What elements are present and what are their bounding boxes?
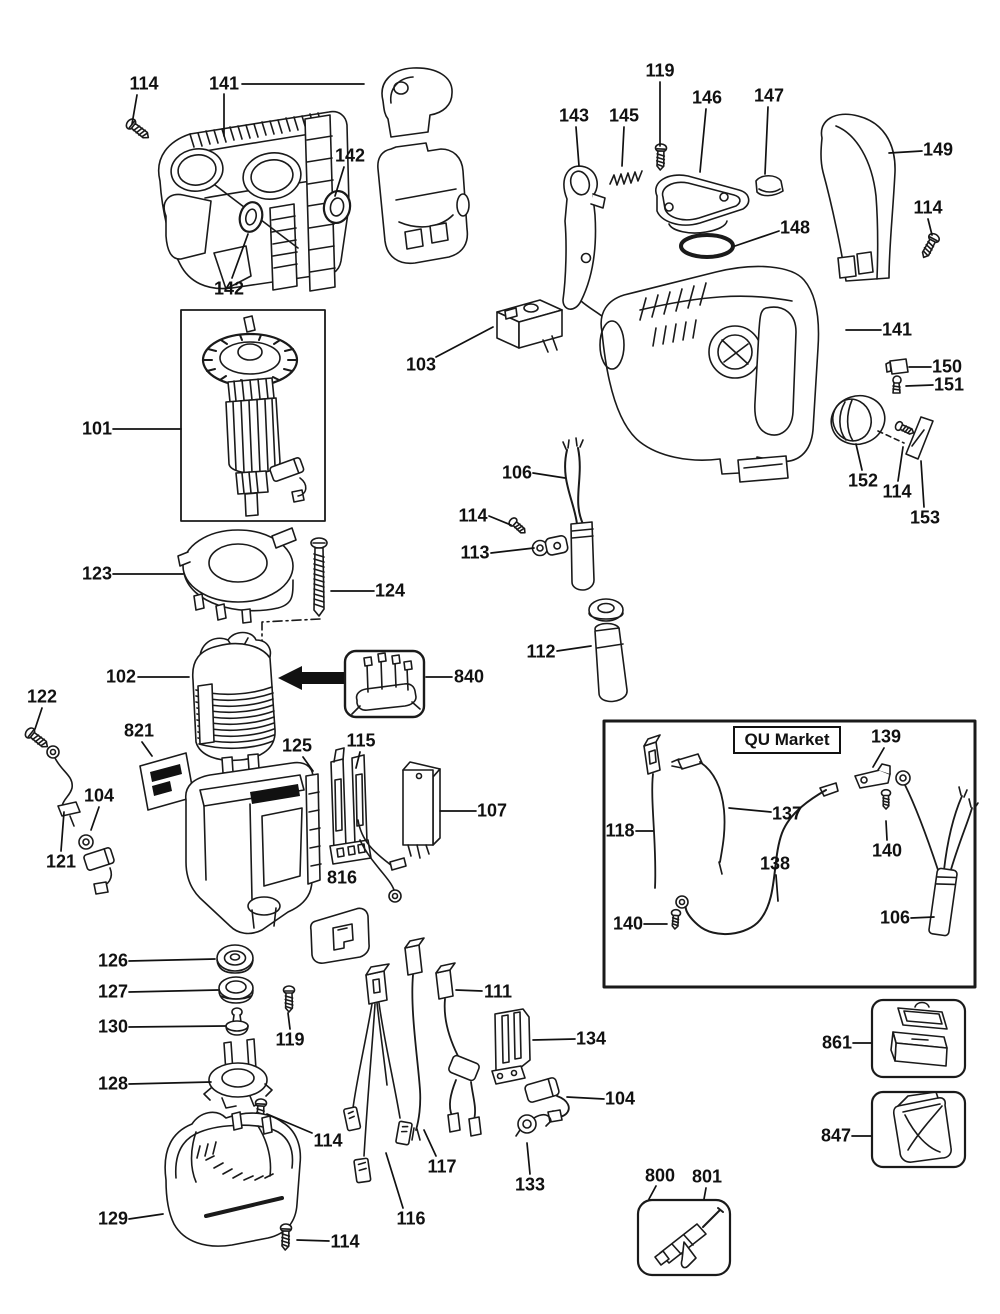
retainer-130 — [226, 1008, 248, 1035]
screw-119-top — [655, 144, 667, 170]
assembly-arrow — [278, 666, 347, 690]
kit-box-861 — [872, 1000, 965, 1077]
part-label-106-42: 106 — [879, 907, 911, 928]
screw-114-right-top — [919, 232, 941, 260]
clip-133 — [516, 1115, 551, 1136]
part-label-114-19: 114 — [458, 505, 488, 526]
part-label-152-33: 152 — [847, 470, 879, 491]
bearing-126 — [217, 945, 253, 973]
part-label-147-26: 147 — [753, 85, 785, 106]
qu-market-title: QU Market — [733, 726, 841, 754]
part-label-141-1: 141 — [208, 73, 240, 94]
part-label-153-35: 153 — [909, 507, 941, 528]
part-label-129-55: 129 — [97, 1208, 129, 1229]
part-label-149-28: 149 — [922, 139, 954, 160]
part-label-111-49: 111 — [483, 981, 513, 1002]
part-label-800-59: 800 — [644, 1165, 676, 1186]
bag-847 — [872, 1092, 965, 1167]
part-label-133-52: 133 — [514, 1174, 546, 1195]
part-label-114-29: 114 — [913, 197, 943, 218]
module-107 — [403, 762, 440, 858]
alignment-dash-line — [262, 619, 320, 648]
insert-147 — [756, 176, 783, 196]
screw-114-mid — [508, 516, 528, 536]
spring-145 — [610, 171, 642, 185]
screw-114-bottom — [280, 1224, 292, 1250]
screw-151 — [893, 376, 901, 393]
part-label-801-60: 801 — [691, 1166, 723, 1187]
leader-lines — [35, 82, 934, 1241]
part-label-115-14: 115 — [346, 730, 376, 751]
wire-harness-116 — [343, 964, 412, 1183]
label-plate-816 — [311, 908, 369, 963]
part-label-117-53: 117 — [427, 1156, 457, 1177]
part-label-103-17: 103 — [405, 354, 437, 375]
part-label-138-40: 138 — [759, 853, 791, 874]
strip-153 — [878, 417, 933, 459]
part-label-126-43: 126 — [97, 950, 129, 971]
part-label-128-47: 128 — [97, 1073, 129, 1094]
part-label-140-39: 140 — [871, 840, 903, 861]
screw-124 — [311, 538, 327, 616]
cover-plate-146 — [656, 175, 749, 233]
switch-103 — [497, 300, 562, 352]
stator-102 — [193, 633, 275, 774]
brush-104-left — [79, 835, 115, 894]
part-label-114-34: 114 — [882, 481, 912, 502]
selector-lever-143 — [563, 166, 605, 317]
part-label-146-25: 146 — [691, 87, 723, 108]
wire-111 — [436, 963, 481, 1136]
part-label-141-30: 141 — [881, 319, 913, 340]
brush-holder-134 — [492, 1009, 530, 1084]
baffle-plate-123 — [178, 528, 296, 623]
part-label-150-31: 150 — [931, 356, 963, 377]
main-housing-141 — [600, 266, 818, 482]
screw-122 — [23, 726, 50, 751]
part-label-142-3: 142 — [213, 278, 245, 299]
part-label-840-8: 840 — [453, 666, 485, 687]
cord-protector-112 — [589, 599, 627, 702]
part-label-118-36: 118 — [605, 820, 635, 841]
part-label-123-5: 123 — [81, 563, 113, 584]
part-label-116-54: 116 — [396, 1208, 426, 1229]
part-label-113-20: 113 — [460, 542, 490, 563]
part-label-121-12: 121 — [45, 851, 77, 872]
part-label-140-41: 140 — [612, 913, 644, 934]
cord-clamp-113 — [533, 535, 569, 556]
screw-119-bottom — [284, 986, 295, 1012]
grease-kit-800-801 — [638, 1200, 730, 1275]
wire-117 — [405, 938, 424, 1140]
part-label-114-48: 114 — [313, 1130, 343, 1151]
part-label-139-38: 139 — [870, 726, 902, 747]
part-label-137-37: 137 — [771, 803, 803, 824]
side-handle-149 — [821, 114, 895, 281]
part-label-847-58: 847 — [820, 1125, 852, 1146]
part-label-107-15: 107 — [476, 800, 508, 821]
part-label-151-32: 151 — [933, 374, 965, 395]
housing-cap-141b — [382, 68, 452, 137]
part-label-148-27: 148 — [779, 217, 811, 238]
part-label-145-24: 145 — [608, 105, 640, 126]
motor-housing-125 — [186, 763, 321, 934]
part-label-861-57: 861 — [821, 1032, 853, 1053]
housing-shell-141c — [378, 143, 469, 263]
part-label-134-50: 134 — [575, 1028, 607, 1049]
screw-114-topleft — [124, 117, 151, 142]
part-label-112-21: 112 — [526, 641, 556, 662]
brush-plate-box-840 — [345, 651, 424, 717]
part-label-124-6: 124 — [374, 580, 406, 601]
part-label-106-18: 106 — [501, 462, 533, 483]
part-label-816-16: 816 — [326, 867, 358, 888]
part-label-119-46: 119 — [275, 1029, 305, 1050]
part-label-119-22: 119 — [645, 60, 675, 81]
screw-114-near-152 — [894, 421, 915, 437]
screw-140-right — [882, 790, 891, 809]
part-label-122-9: 122 — [26, 686, 58, 707]
part-label-125-13: 125 — [281, 735, 313, 756]
part-label-101-4: 101 — [81, 418, 113, 439]
part-label-821-10: 821 — [123, 720, 155, 741]
part-label-104-51: 104 — [604, 1088, 636, 1109]
end-cap-129 — [165, 1112, 300, 1246]
part-label-104-11: 104 — [83, 785, 115, 806]
part-label-143-23: 143 — [558, 105, 590, 126]
part-label-114-0: 114 — [129, 73, 159, 94]
part-label-130-45: 130 — [97, 1016, 129, 1037]
ring-127 — [219, 977, 253, 1003]
power-cord-106 — [563, 438, 594, 590]
part-label-114-56: 114 — [330, 1231, 360, 1252]
dial-152 — [825, 389, 891, 451]
part-label-102-7: 102 — [105, 666, 137, 687]
part-label-142-2: 142 — [334, 145, 366, 166]
part-label-127-44: 127 — [97, 981, 129, 1002]
clip-150 — [886, 359, 908, 374]
brush-holder-ring-128 — [204, 1039, 272, 1108]
o-ring-148 — [681, 235, 733, 257]
